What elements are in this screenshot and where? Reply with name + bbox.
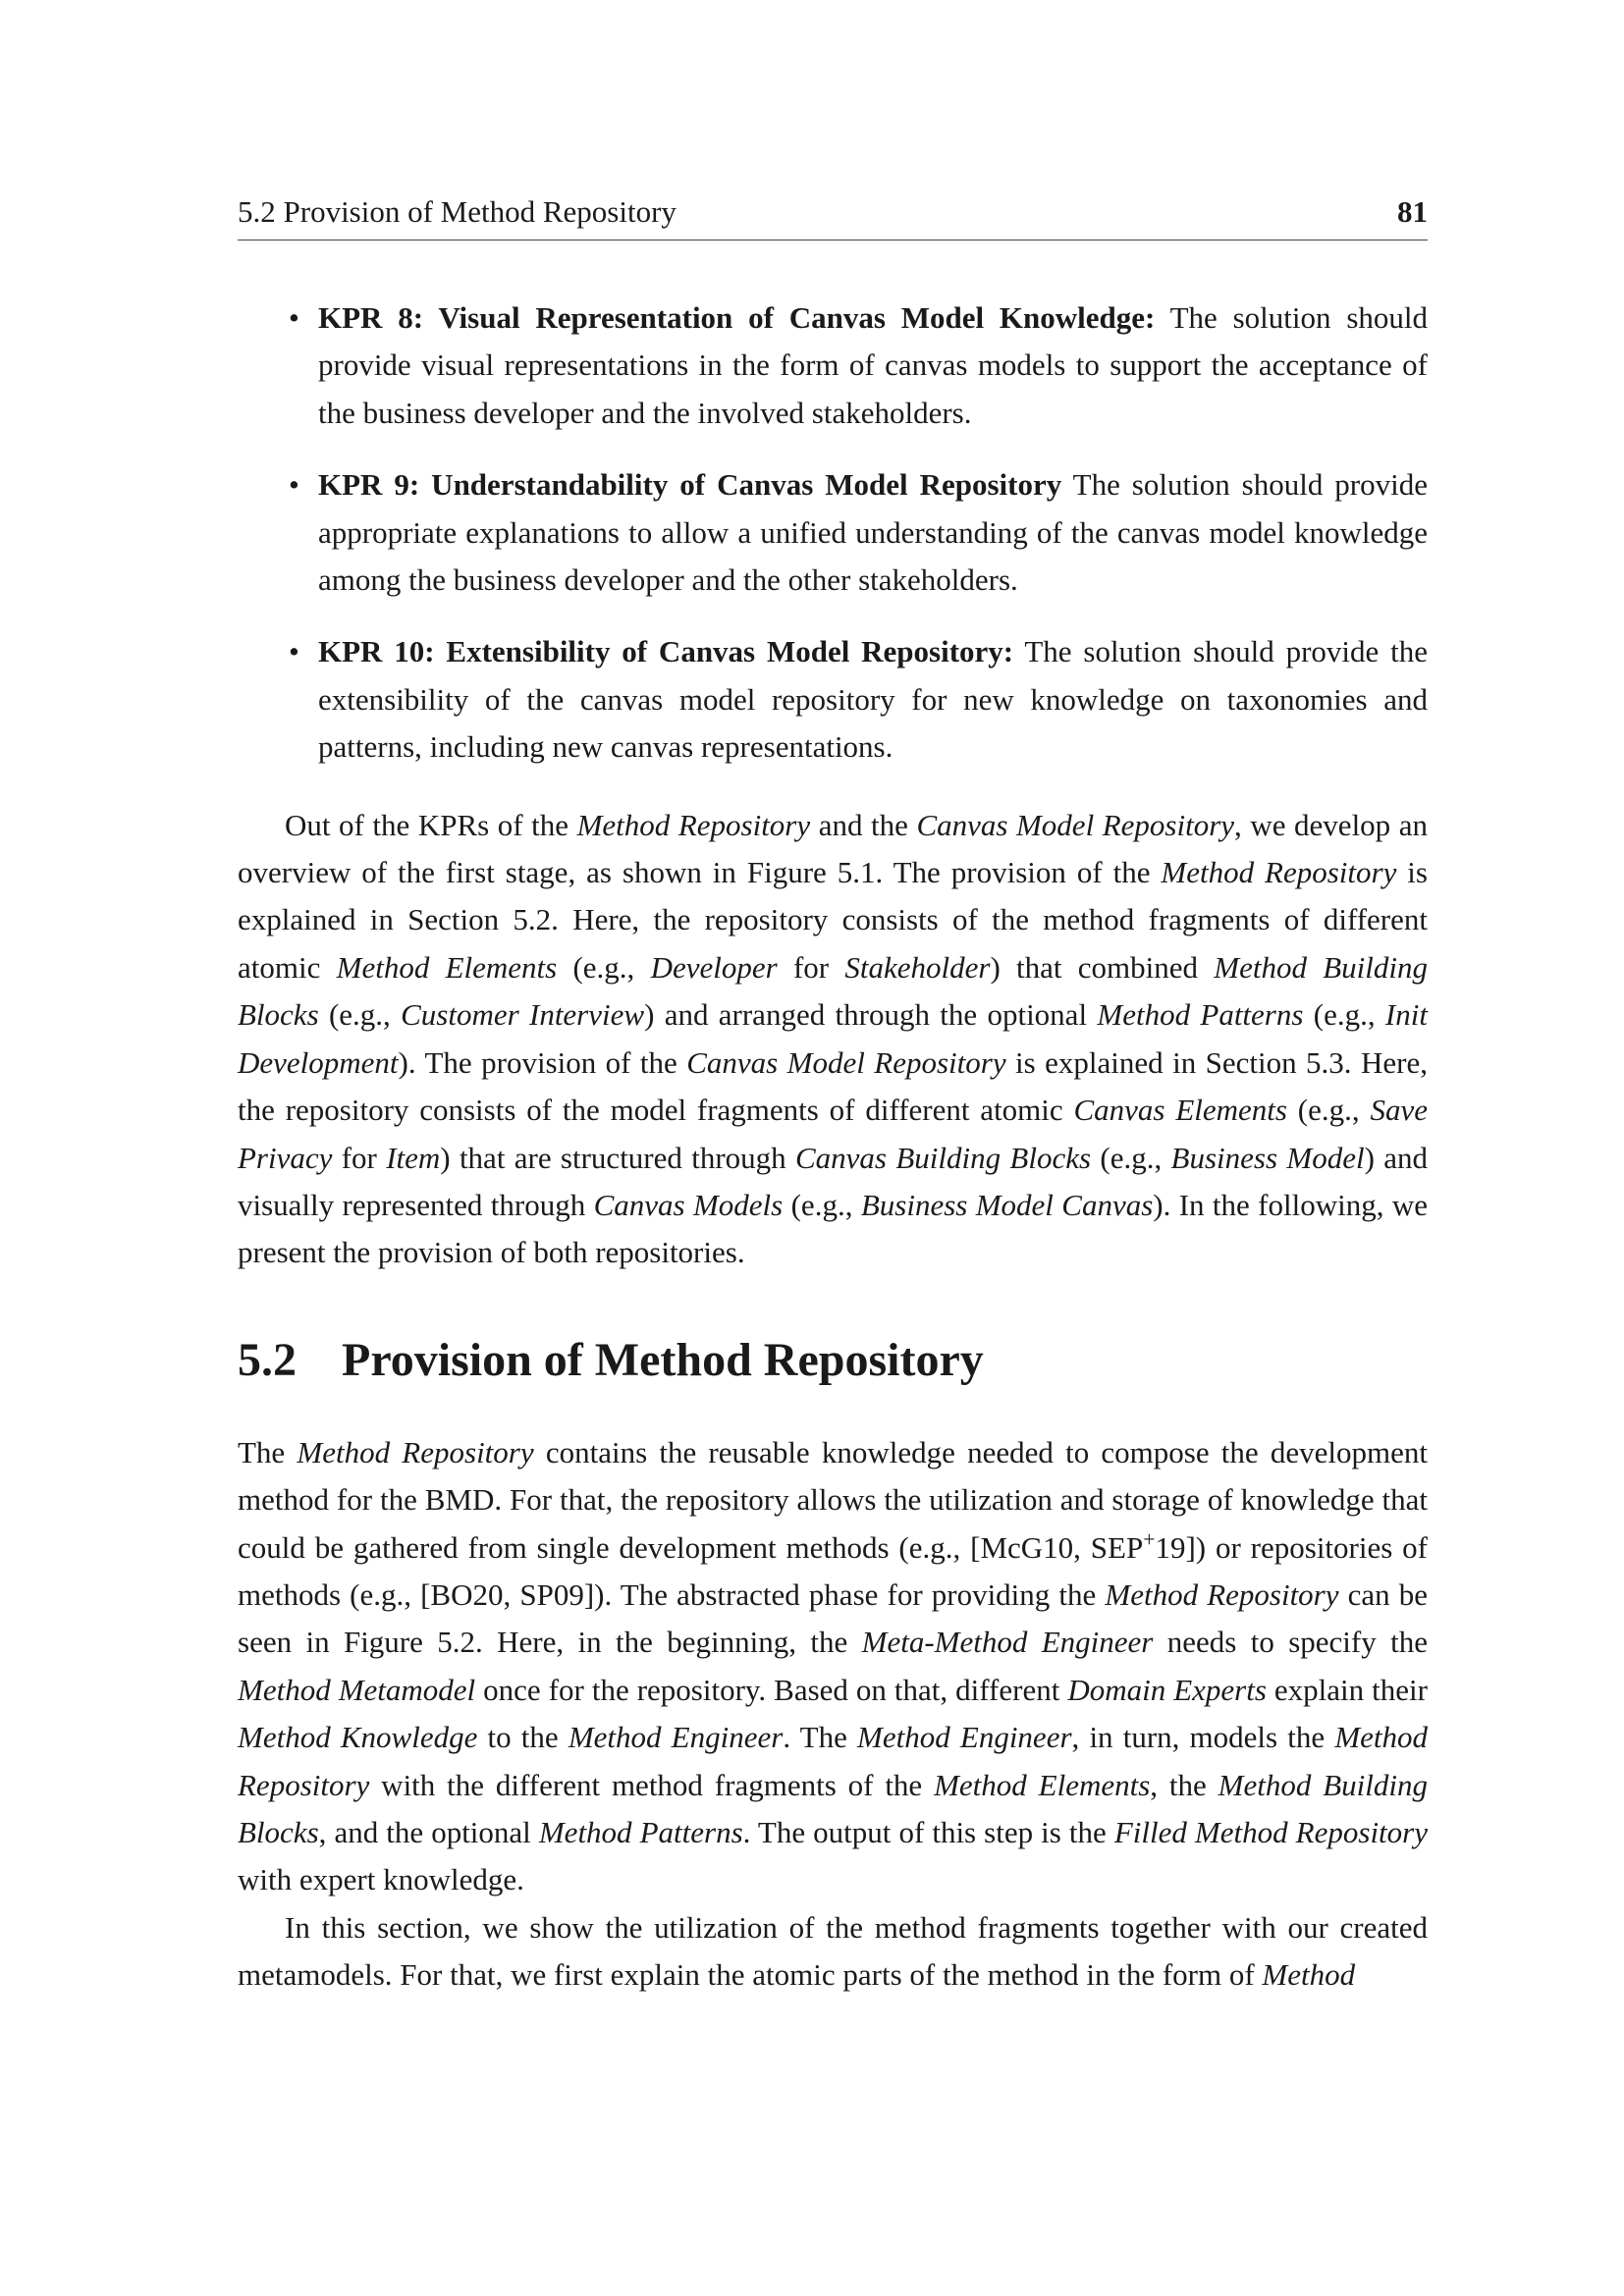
list-item xyxy=(238,461,1428,604)
paragraph-method-repository: The Method Repository contains the reusable knowledge needed to compose the development method for the BMD. For that, the repository allows the utilization and storage of knowledge that could be gathered from single development methods (e.g., [McG10, SEP+19]) or repositories of methods (e.g., [BO20, SP09]). The abstracted phase for providing the Method Repository can be seen in Figure 5.2. Here, in the beginning, the Meta-Method Engineer needs to specify the Method Metamodel once for the repository. Based on that, different Domain Experts explain their Method Knowledge to the Method Engineer. The Method Engineer, in turn, models the Method Repository with the different method fragments of the Method Elements, the Method Building Blocks, and the optional Method Patterns. The output of this step is the Filled Method Repository with expert knowledge. xyxy=(238,1434,1429,1897)
page-number: 81 xyxy=(1397,194,1428,229)
list-item xyxy=(238,628,1428,771)
kpr-title: KPR 10: Extensibility of Canvas Model Repository: xyxy=(318,634,1014,669)
kpr-text: The solution should provide appropriate explanations to allow a unified understanding of the canvas model knowledge among the business developer and the other stakeholders. xyxy=(318,467,1428,598)
section-heading xyxy=(238,1333,1428,1388)
running-header-title: 5.2 Provision of Method Repository xyxy=(238,194,677,229)
kpr-text: The solution should provide visual representations in the form of canvas models to support the acceptance of the business developer and the involved stakeholders. xyxy=(318,300,1428,430)
bullet: • xyxy=(289,300,299,335)
kpr-title: KPR 9: Understandability of Canvas Model Repository xyxy=(318,467,1062,503)
kpr-title: KPR 8: Visual Representation of Canvas Model Knowledge: xyxy=(318,300,1156,335)
paragraph-overview: Out of the KPRs of the Method Repository and the Canvas Model Repository, we develop an overview of the first stage, as shown in Figure 5.1. The provision of the Method Repository is explained in Section 5.2. Here, the repository consists of the method fragments of different atomic Method Elements (e.g., Developer for Stakeholder) that combined Method Building Blocks (e.g., Customer Interview) and arranged through the optional Method Patterns (e.g., Init Development). The provision of the Canvas Model Repository is explained in Section 5.3. Here, the repository consists of the model fragments of different atomic Canvas Elements (e.g., Save Privacy for Item) that are structured through Canvas Building Blocks (e.g., Business Model) and visually represented through Canvas Models (e.g., Business Model Canvas). In the following, we present the provision of both repositories. xyxy=(238,807,1428,1270)
page-body xyxy=(238,294,1428,2000)
kpr-list xyxy=(238,294,1428,772)
bullet: • xyxy=(289,634,299,669)
paragraph-section-intro: In this section, we show the utilization of the method fragments together with our created metamodels. For that, we first explain the atomic parts of the method in the form of Method xyxy=(238,1909,1428,1993)
kpr-text: The solution should provide the extensibility of the canvas model repository for new knowledge on taxonomies and patterns, including new canvas representations. xyxy=(318,634,1428,765)
section-title: Provision of Method Repository xyxy=(342,1333,984,1386)
bullet: • xyxy=(289,467,299,503)
section-number: 5.2 xyxy=(238,1333,297,1386)
running-header xyxy=(238,194,1428,240)
list-item xyxy=(238,294,1428,437)
